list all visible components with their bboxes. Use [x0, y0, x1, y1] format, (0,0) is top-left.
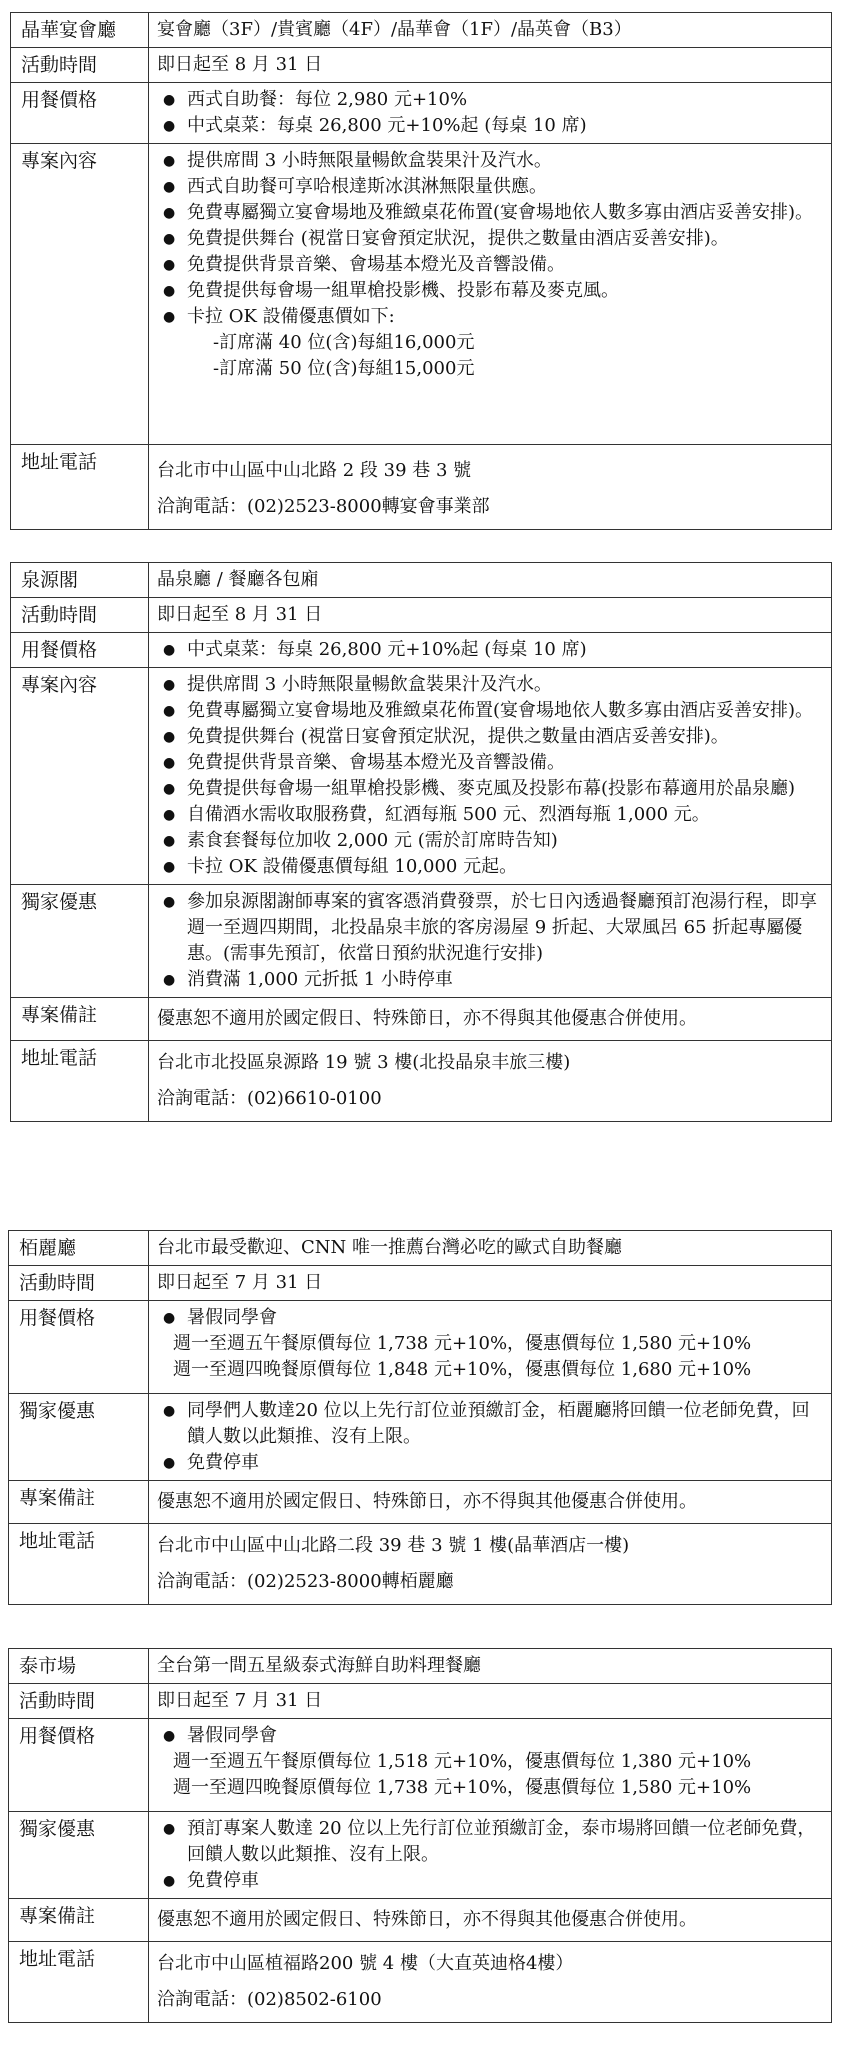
address-label: 地址電話 — [11, 1041, 149, 1122]
list-item: ● 免費提供每會場一組單槍投影機、麥克風及投影布幕(投影布幕適用於晶泉廳) — [187, 776, 823, 802]
list-item: ● 免費提供舞台 (視當日宴會預定狀況，提供之數量由酒店妥善安排)。 — [187, 226, 823, 252]
period-label: 活動時間 — [9, 1266, 149, 1301]
period-label: 活動時間 — [11, 598, 149, 633]
karaoke-price: -訂席滿 40 位(含)每組16,000元 — [213, 332, 475, 353]
list-item: ● 免費專屬獨立宴會場地及雅緻桌花佈置(宴會場地依人數多寡由酒店妥善安排)。 — [187, 200, 823, 226]
price-list — [157, 1723, 823, 1749]
price-line: 週一至週五午餐原價每位 1,738 元+10%，優惠價每位 1,580 元+10% — [173, 1333, 752, 1354]
note: 優惠恕不適用於國定假日、特殊節日，亦不得與其他優惠合併使用。 — [149, 1481, 832, 1524]
list-item: ● 提供席間 3 小時無限量暢飲盒裝果汁及汽水。 — [187, 672, 823, 698]
price-label: 用餐價格 — [9, 1301, 149, 1394]
list-item: ● 素食套餐每位加收 2,000 元 (需於訂席時告知) — [187, 828, 823, 854]
period: 即日起至 8 月 31 日 — [149, 598, 832, 633]
list-item: ● 參加泉源閣謝師專案的賓客憑消費發票，於七日內透過餐廳預訂泡湯行程，即享週一至週四期間，北投晶泉丰旅的客房湯屋 9 折起、大眾風呂 65 折起專屬優惠。(需事先預訂，依當日預約狀況進行安排) — [187, 889, 823, 967]
list-item: ● 中式桌菜：每桌 26,800 元+10%起 (每桌 10 席) — [187, 113, 823, 139]
list-item: ● 卡拉 OK 設備優惠價如下: — [187, 304, 823, 330]
address: 台北市中山區植福路200 號 4 樓（大直英迪格4樓） — [157, 1953, 574, 1974]
address-label: 地址電話 — [11, 445, 149, 530]
list-item: ● 西式自助餐：每位 2,980 元+10% — [187, 87, 823, 113]
list-item: ● 免費停車 — [187, 1868, 823, 1894]
price-label: 用餐價格 — [11, 83, 149, 144]
address: 台北市中山區中山北路 2 段 39 巷 3 號 — [157, 460, 472, 481]
list-item: ● 消費滿 1,000 元折抵 1 小時停車 — [187, 967, 823, 993]
list-item: ● 免費提供舞台 (視當日宴會預定狀況，提供之數量由酒店妥善安排)。 — [187, 724, 823, 750]
content-label: 專案內容 — [11, 144, 149, 445]
section-market — [8, 1648, 832, 2023]
phone: 洽詢電話：(02)2523-8000轉栢麗廳 — [157, 1571, 454, 1592]
venue: 台北市最受歡迎、CNN 唯一推薦台灣必吃的歐式自助餐廳 — [149, 1231, 832, 1266]
section-regent-banquet — [10, 12, 832, 530]
note: 優惠恕不適用於國定假日、特殊節日，亦不得與其他優惠合併使用。 — [149, 998, 832, 1041]
list-item: ● 預訂專案人數達 20 位以上先行訂位並預繳訂金，泰市場將回饋一位老師免費，回饋人數以此類推、沒有上限。 — [187, 1816, 823, 1868]
list-item: ● 暑假同學會 — [187, 1305, 823, 1331]
exclusive-label: 獨家優惠 — [11, 885, 149, 998]
list-item: ● 中式桌菜：每桌 26,800 元+10%起 (每桌 10 席) — [187, 637, 823, 663]
period: 即日起至 7 月 31 日 — [149, 1266, 832, 1301]
note-label: 專案備註 — [9, 1481, 149, 1524]
phone: 洽詢電話：(02)6610-0100 — [157, 1088, 382, 1109]
note: 優惠恕不適用於國定假日、特殊節日，亦不得與其他優惠合併使用。 — [149, 1899, 832, 1942]
venue: 晶泉廳 / 餐廳各包廂 — [149, 563, 832, 598]
list-item: ● 卡拉 OK 設備優惠價每組 10,000 元起。 — [187, 854, 823, 880]
phone: 洽詢電話：(02)2523-8000轉宴會事業部 — [157, 496, 490, 517]
list-item: ● 免費專屬獨立宴會場地及雅緻桌花佈置(宴會場地依人數多寡由酒店妥善安排)。 — [187, 698, 823, 724]
section-brasserie — [8, 1230, 832, 1605]
note-label: 專案備註 — [11, 998, 149, 1041]
price-list — [157, 1305, 823, 1331]
price-line: 週一至週四晚餐原價每位 1,738 元+10%，優惠價每位 1,580 元+10% — [173, 1777, 752, 1798]
list-item: ● 西式自助餐可享哈根達斯冰淇淋無限量供應。 — [187, 174, 823, 200]
exclusive-label: 獨家優惠 — [9, 1394, 149, 1481]
period-label: 活動時間 — [11, 48, 149, 83]
list-item: ● 同學們人數達20 位以上先行訂位並預繳訂金，栢麗廳將回饋一位老師免費，回饋人數以此類推、沒有上限。 — [187, 1398, 823, 1450]
price-label: 用餐價格 — [9, 1719, 149, 1812]
address-label: 地址電話 — [9, 1524, 149, 1605]
price-line: 週一至週五午餐原價每位 1,518 元+10%，優惠價每位 1,380 元+10% — [173, 1751, 752, 1772]
list-item: ● 免費提供背景音樂、會場基本燈光及音響設備。 — [187, 750, 823, 776]
list-item: ● 免費提供背景音樂、會場基本燈光及音響設備。 — [187, 252, 823, 278]
address: 台北市中山區中山北路二段 39 巷 3 號 1 樓(晶華酒店一樓) — [157, 1535, 630, 1556]
exclusive-label: 獨家優惠 — [9, 1812, 149, 1899]
address: 台北市北投區泉源路 19 號 3 樓(北投晶泉丰旅三樓) — [157, 1052, 571, 1073]
content-list — [157, 148, 823, 330]
list-item: ● 免費提供每會場一組單槍投影機、投影布幕及麥克風。 — [187, 278, 823, 304]
section-title: 栢麗廳 — [9, 1231, 149, 1266]
list-item: ● 自備酒水需收取服務費，紅酒每瓶 500 元、烈酒每瓶 1,000 元。 — [187, 802, 823, 828]
price-list — [157, 87, 823, 139]
price-line: 週一至週四晚餐原價每位 1,848 元+10%，優惠價每位 1,680 元+10% — [173, 1359, 752, 1380]
content-label: 專案內容 — [11, 668, 149, 885]
exclusive-list — [157, 1816, 823, 1894]
list-item: ● 暑假同學會 — [187, 1723, 823, 1749]
content-list — [157, 672, 823, 880]
price-label: 用餐價格 — [11, 633, 149, 668]
price-list — [157, 637, 823, 663]
address-label: 地址電話 — [9, 1942, 149, 2023]
section-title: 晶華宴會廳 — [11, 13, 149, 48]
phone: 洽詢電話：(02)8502-6100 — [157, 1989, 382, 2010]
note-label: 專案備註 — [9, 1899, 149, 1942]
karaoke-price: -訂席滿 50 位(含)每組15,000元 — [213, 358, 475, 379]
venue: 全台第一間五星級泰式海鮮自助料理餐廳 — [149, 1649, 832, 1684]
list-item: ● 提供席間 3 小時無限量暢飲盒裝果汁及汽水。 — [187, 148, 823, 174]
period-label: 活動時間 — [9, 1684, 149, 1719]
exclusive-list — [157, 889, 823, 993]
venue: 宴會廳（3F）/貴賓廳（4F）/晶華會（1F）/晶英會（B3） — [149, 13, 832, 48]
section-quanyuan — [10, 562, 832, 1122]
section-title: 泰市場 — [9, 1649, 149, 1684]
list-item: ● 免費停車 — [187, 1450, 823, 1476]
period: 即日起至 8 月 31 日 — [149, 48, 832, 83]
period: 即日起至 7 月 31 日 — [149, 1684, 832, 1719]
section-title: 泉源閣 — [11, 563, 149, 598]
exclusive-list — [157, 1398, 823, 1476]
